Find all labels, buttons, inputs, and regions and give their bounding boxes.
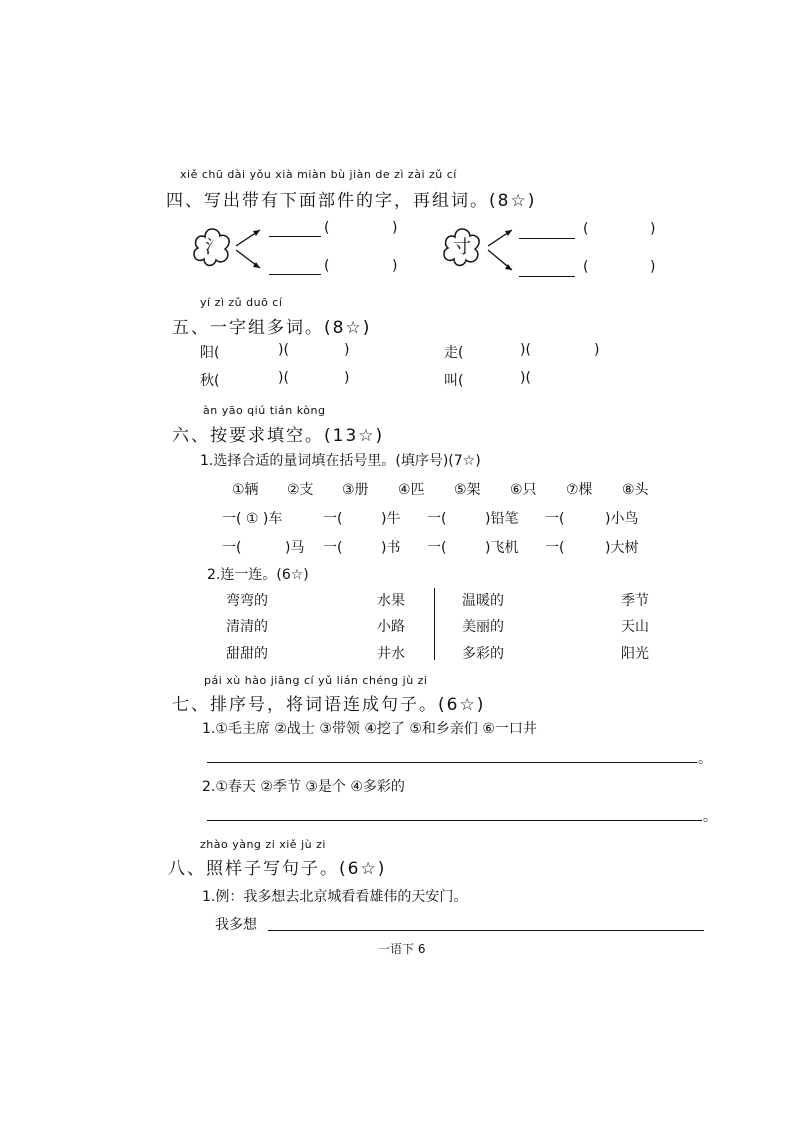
s5-r1-c5: )( [520,342,531,358]
s7-q1-answer-line[interactable] [207,762,697,763]
match-la-2[interactable]: 清清的 [226,619,268,635]
mw-r1-5: )铅笔 [485,511,519,527]
paren-4b-r: ) [392,258,398,274]
s8-prompt: 我多想 [215,917,257,933]
mw-r2-1: 一( [222,540,242,556]
s5-r1-c6: ) [594,342,600,358]
match-lb-1[interactable]: 水果 [377,593,405,609]
s8-example: 1.例：我多想去北京城看看雄伟的天安门。 [202,889,468,905]
radical-left: 氵 [205,237,223,258]
mw-r1-3: )牛 [381,511,401,527]
s5-r1-c2: )( [278,342,289,358]
s5-r2-c4: 叫( [444,373,464,389]
match-la-3[interactable]: 甜甜的 [226,646,268,662]
blank-4b[interactable] [269,274,321,275]
mw-r1-1: 一( ① )车 [222,511,283,527]
s8-pinyin: zhào yàng zi xiě jù zi [200,838,326,851]
mw-r1-7: )小鸟 [605,511,639,527]
s5-pinyin: yí zì zǔ duō cí [200,296,283,309]
s6-q2-title: 2.连一连。(6☆) [207,567,309,583]
mw-r2-2: )马 [285,540,305,556]
blank-4c[interactable] [519,238,575,239]
s4-pinyin: xiě chū dài yǒu xià miàn bù jiàn de zì zài zǔ cí [180,168,457,181]
s5-r2-c2: )( [278,370,289,386]
page-footer: 一语下 6 [378,942,426,956]
s6-pinyin: àn yāo qiú tián kòng [203,404,326,417]
arrows-right-icon [486,222,516,276]
match-rb-2[interactable]: 天山 [621,619,649,635]
blank-4a[interactable] [269,236,321,237]
s7-q1-period: 。 [698,751,712,767]
option-6: ⑥只 [510,482,537,498]
paren-4d-r: ) [650,259,656,275]
option-5: ⑤架 [454,482,481,498]
paren-4d-l: ( [583,259,589,275]
s8-title: 八、照样子写句子。(6☆) [168,859,387,879]
paren-4c-r: ) [650,221,656,237]
mw-r2-6: )飞机 [485,540,519,556]
mw-r2-4: )书 [381,540,401,556]
option-3: ③册 [342,482,369,498]
s5-r1-c4: 走( [444,345,464,361]
match-la-1[interactable]: 弯弯的 [226,593,268,609]
match-lb-2[interactable]: 小路 [377,619,405,635]
match-ra-3[interactable]: 多彩的 [462,646,504,662]
paren-4a-l: ( [324,220,330,236]
mw-r2-7: 一( [545,540,565,556]
mw-r1-6: 一( [545,511,565,527]
paren-4c-l: ( [583,221,589,237]
option-8: ⑧头 [622,482,649,498]
s7-q2-answer-line[interactable] [207,820,702,821]
match-lb-3[interactable]: 井水 [377,646,405,662]
radical-right: 寸 [453,237,471,258]
s7-title: 七、排序号，将词语连成句子。(6☆) [172,695,486,715]
s7-q2-period: 。 [703,809,717,825]
s8-answer-line[interactable] [268,930,704,931]
match-divider [434,588,435,660]
match-rb-3[interactable]: 阳光 [621,646,649,662]
match-ra-2[interactable]: 美丽的 [462,619,504,635]
s7-q2: 2.①春天 ②季节 ③是个 ④多彩的 [202,779,405,795]
mw-r1-4: 一( [427,511,447,527]
mw-r2-3: 一( [323,540,343,556]
s7-q1: 1.①毛主席 ②战士 ③带领 ④挖了 ⑤和乡亲们 ⑥一口井 [202,721,537,737]
option-2: ②支 [287,482,314,498]
s5-r1-c1: 阳( [200,345,220,361]
option-4: ④匹 [398,482,425,498]
s6-title: 六、按要求填空。(13☆) [172,426,385,446]
option-1: ①辆 [232,482,259,498]
s5-title: 五、一字组多词。(8☆) [172,318,372,338]
paren-4b-l: ( [324,258,330,274]
s6-q1-title: 1.选择合适的量词填在括号里。(填序号)(7☆) [200,453,481,469]
mw-r1-2: 一( [323,511,343,527]
mw-r2-5: 一( [427,540,447,556]
blank-4d[interactable] [519,276,575,277]
mw-r2-8: )大树 [605,540,639,556]
s4-title: 四、写出带有下面部件的字，再组词。(8☆) [166,191,537,211]
match-ra-1[interactable]: 温暖的 [462,593,504,609]
s5-r1-c3: ) [344,342,350,358]
s5-r2-c1: 秋( [200,373,220,389]
option-7: ⑦棵 [566,482,593,498]
arrows-left-icon [234,224,264,274]
s5-r2-c3: ) [344,370,350,386]
s7-pinyin: pái xù hào jiāng cí yǔ lián chéng jù zi [204,674,428,687]
match-rb-1[interactable]: 季节 [621,593,649,609]
s5-r2-c5: )( [520,370,531,386]
paren-4a-r: ) [392,220,398,236]
